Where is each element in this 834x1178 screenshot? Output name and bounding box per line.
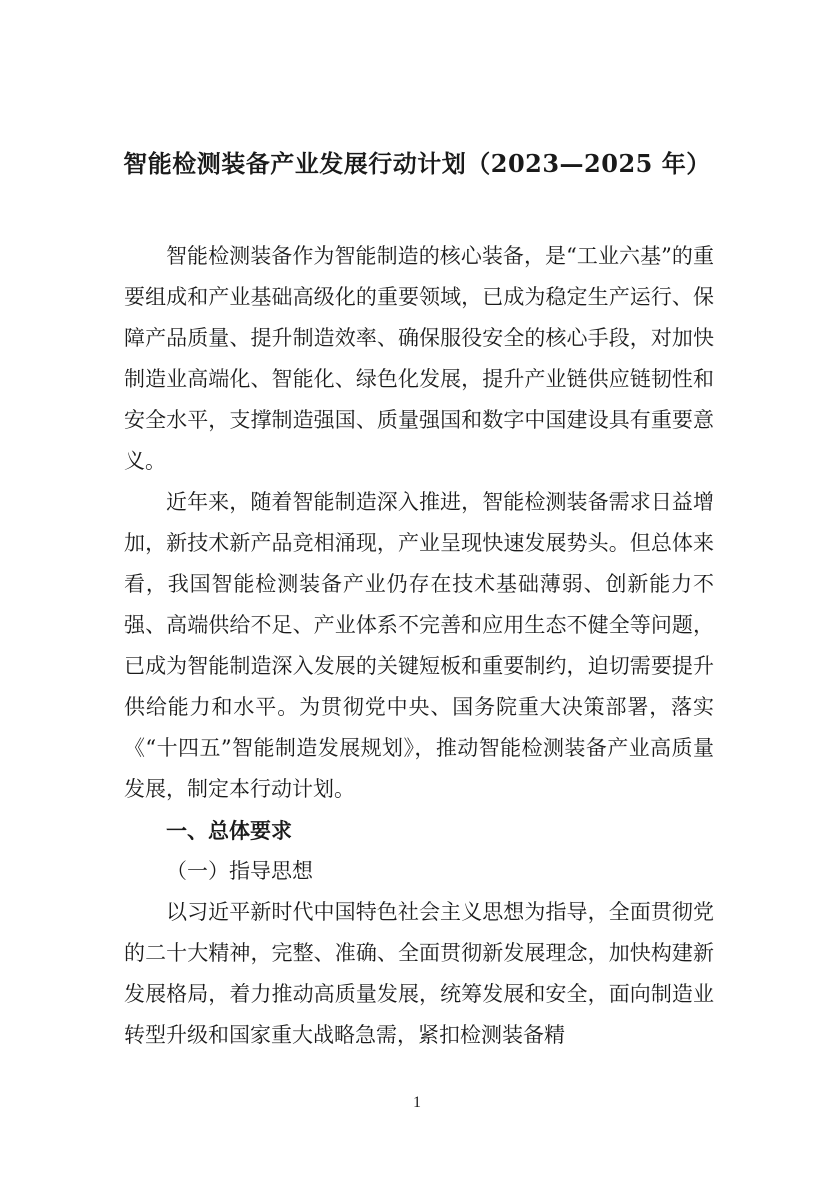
paragraph-guiding-thought: 以习近平新时代中国特色社会主义思想为指导，全面贯彻党的二十大精神，完整、准确、全面贯彻新发展理念，加快构建新发展格局，着力推动高质量发展，统筹发展和安全，面向制造业转型升级和国家重大战略急需，紧扣检测装备精 bbox=[124, 900, 714, 1047]
section-heading: 一、总体要求 bbox=[166, 818, 292, 843]
document-body bbox=[124, 236, 714, 1056]
subsection-heading: （一）指导思想 bbox=[166, 859, 313, 883]
paragraph-intro: 智能检测装备作为智能制造的核心装备，是“工业六基”的重要组成和产业基础高级化的重要领域，已成为稳定生产运行、保障产品质量、提升制造效率、确保服役安全的核心手段，对加快制造业高端化、智能化、绿色化发展，提升产业链供应链韧性和安全水平，支撑制造强国、质量强国和数字中国建设具有重要意义。 bbox=[124, 244, 714, 473]
document-title: 智能检测装备产业发展行动计划（2023—2025 年） bbox=[123, 149, 711, 178]
paragraph-background: 近年来，随着智能制造深入推进，智能检测装备需求日益增加，新技术新产品竞相涌现，产业呈现快速发展势头。但总体来看，我国智能检测装备产业仍存在技术基础薄弱、创新能力不强、高端供给不足、产业体系不完善和应用生态不健全等问题，已成为智能制造深入发展的关键短板和重要制约，迫切需要提升供给能力和水平。为贯彻党中央、国务院重大决策部署，落实《“十四五”智能制造发展规划》，推动智能检测装备产业高质量发展，制定本行动计划。 bbox=[124, 490, 714, 801]
page-number: 1 bbox=[413, 1094, 421, 1111]
